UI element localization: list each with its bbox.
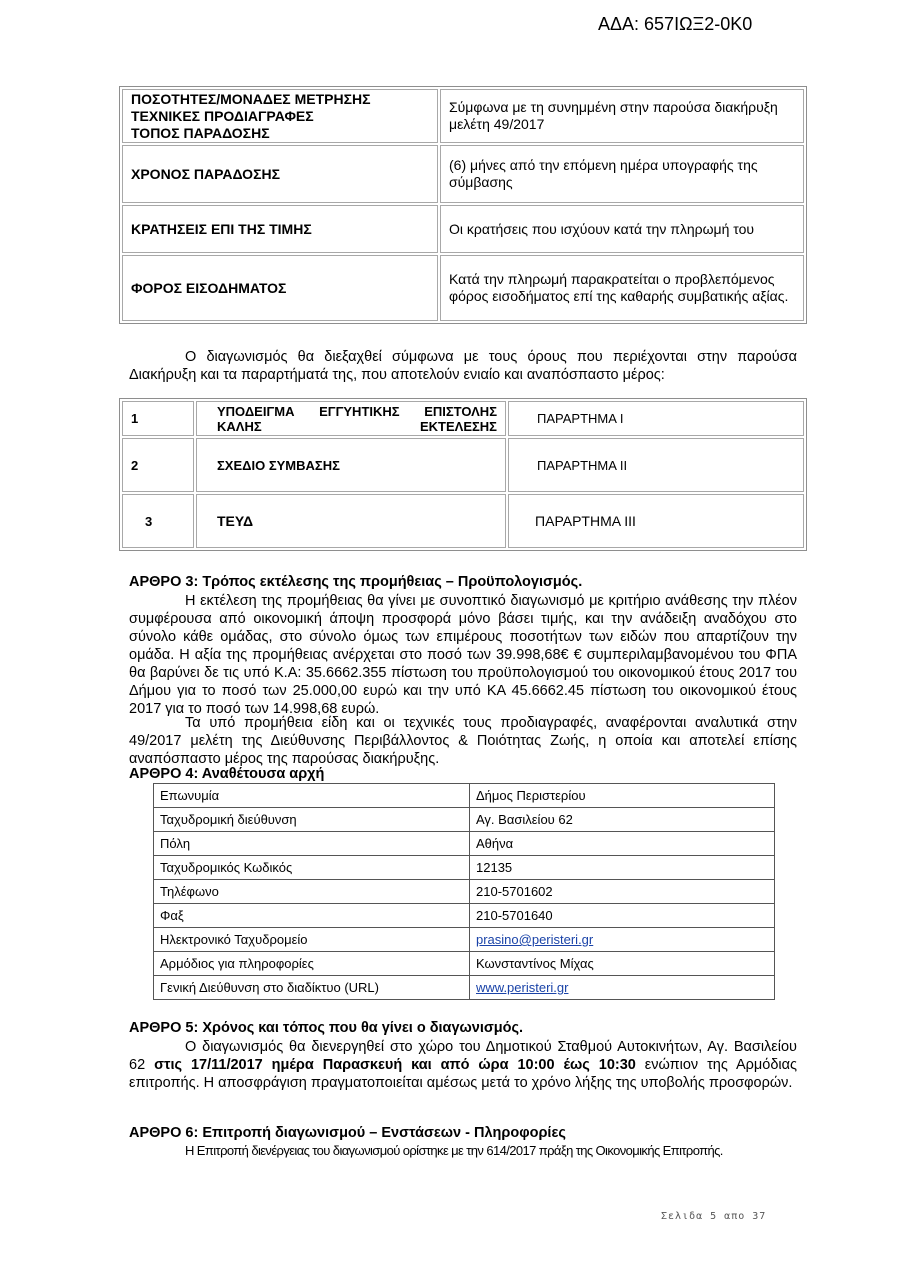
authority-label: Τηλέφωνο bbox=[154, 880, 470, 904]
annex-label: ΠΑΡΑΡΤΗΜΑ ΙΙΙ bbox=[508, 494, 804, 548]
annex-number: 1 bbox=[122, 401, 194, 436]
annex-row bbox=[122, 494, 804, 548]
spec-value: Κατά την πληρωμή παρακρατείται ο προβλεπόμενος φόρος εισοδήματος επί της καθαρής συμβατικής αξίας. bbox=[440, 255, 804, 321]
spec-row bbox=[122, 89, 804, 143]
spec-key: ΚΡΑΤΗΣΕΙΣ ΕΠΙ ΤΗΣ ΤΙΜΗΣ bbox=[122, 205, 438, 253]
spec-key: ΠΟΣΟΤΗΤΕΣ/ΜΟΝΑΔΕΣ ΜΕΤΡΗΣΗΣ ΤΕΧΝΙΚΕΣ ΠΡΟΔΙΑΓΡΑΦΕΣ ΤΟΠΟΣ ΠΑΡΑΔΟΣΗΣ bbox=[122, 89, 438, 143]
spec-value: Οι κρατήσεις που ισχύουν κατά την πληρωμή του bbox=[440, 205, 804, 253]
annex-number: 3 bbox=[122, 494, 194, 548]
spec-row bbox=[122, 145, 804, 203]
spec-table bbox=[119, 86, 807, 324]
website-link[interactable]: www.peristeri.gr bbox=[476, 980, 569, 995]
article3-title: ΑΡΘΡΟ 3: Τρόπος εκτέλεσης της προμήθειας – Προϋπολογισμός. bbox=[129, 574, 583, 590]
email-link[interactable]: prasino@peristeri.gr bbox=[476, 932, 594, 947]
table-row bbox=[154, 808, 775, 832]
authority-value: Κωνσταντίνος Μίχας bbox=[470, 952, 775, 976]
authority-label: Ταχυδρομική διεύθυνση bbox=[154, 808, 470, 832]
authority-value: 210-5701602 bbox=[470, 880, 775, 904]
article6-paragraph: Η Επιτροπή διενέργειας του διαγωνισμού ορίστηκε με την 614/2017 πράξη της Οικονομικής Επιτροπής. bbox=[185, 1143, 723, 1158]
authority-value: Αγ. Βασιλείου 62 bbox=[470, 808, 775, 832]
authority-value bbox=[470, 976, 775, 1000]
table-row bbox=[154, 856, 775, 880]
authority-label: Επωνυμία bbox=[154, 784, 470, 808]
article4-title: ΑΡΘΡΟ 4: Αναθέτουσα αρχή bbox=[129, 766, 325, 782]
intro-paragraph: Ο διαγωνισμός θα διεξαχθεί σύμφωνα με τους όρους που περιέχονται στην παρούσα Διακήρυξη και τα παραρτήματά της, που αποτελούν ενιαίο και αναπόσπαστο μέρος: bbox=[129, 349, 797, 383]
table-row bbox=[154, 880, 775, 904]
table-row bbox=[154, 784, 775, 808]
authority-value: Δήμος Περιστερίου bbox=[470, 784, 775, 808]
annex-row bbox=[122, 438, 804, 492]
authority-label: Πόλη bbox=[154, 832, 470, 856]
authority-value bbox=[470, 928, 775, 952]
table-row bbox=[154, 832, 775, 856]
table-row bbox=[154, 904, 775, 928]
authority-label: Ταχυδρομικός Κωδικός bbox=[154, 856, 470, 880]
annex-document: ΣΧΕΔΙΟ ΣΥΜΒΑΣΗΣ bbox=[196, 438, 506, 492]
annex-label: ΠΑΡΑΡΤΗΜΑ Ι bbox=[508, 401, 804, 436]
authority-label: Ηλεκτρονικό Ταχυδρομείο bbox=[154, 928, 470, 952]
date-time-emphasis: στις 17/11/2017 ημέρα Παρασκευή και από ώρα 10:00 έως 10:30 bbox=[154, 1057, 636, 1073]
article5-paragraph: Ο διαγωνισμός θα διενεργηθεί στο χώρο του Δημοτικού Σταθμού Αυτοκινήτων, Αγ. Βασιλείου 62 στις 17/11/2017 ημέρα Παρασκευή και από ώρα 10:00 έως 10:30 ενώπιον της Αρμόδιας επιτροπής. Η αποσφράγιση πραγματοποιείται αμέσως μετά το χρόνο λήξης της υποβολής προσφορών. bbox=[129, 1039, 797, 1091]
annex-row bbox=[122, 401, 804, 436]
article3-paragraph: Τα υπό προμήθεια είδη και οι τεχνικές τους προδιαγραφές, αναφέρονται αναλυτικά στην 49/2017 μελέτη της Διεύθυνσης Περιβάλλοντος & Ποιότητας Ζωής, η οποία και αποτελεί επίσης αναπόσπαστο μέρος της παρούσας διακήρυξης. bbox=[129, 715, 797, 767]
authority-label: Αρμόδιος για πληροφορίες bbox=[154, 952, 470, 976]
table-row bbox=[154, 928, 775, 952]
annex-label: ΠΑΡΑΡΤΗΜΑ ΙΙ bbox=[508, 438, 804, 492]
authority-label: Γενική Διεύθυνση στο διαδίκτυο (URL) bbox=[154, 976, 470, 1000]
authority-table bbox=[153, 783, 775, 1000]
article5-title: ΑΡΘΡΟ 5: Χρόνος και τόπος που θα γίνει ο διαγωνισμός. bbox=[129, 1020, 524, 1036]
ada-code: ΑΔΑ: 657ΙΩΞ2-0Κ0 bbox=[598, 14, 753, 34]
annex-number: 2 bbox=[122, 438, 194, 492]
authority-value: 12135 bbox=[470, 856, 775, 880]
spec-row bbox=[122, 255, 804, 321]
annex-document: ΤΕΥΔ bbox=[196, 494, 506, 548]
table-row bbox=[154, 976, 775, 1000]
spec-key: ΧΡΟΝΟΣ ΠΑΡΑΔΟΣΗΣ bbox=[122, 145, 438, 203]
annex-table bbox=[119, 398, 807, 551]
table-row bbox=[154, 952, 775, 976]
article6-title: ΑΡΘΡΟ 6: Επιτροπή διαγωνισμού – Ενστάσεων - Πληροφορίες bbox=[129, 1125, 566, 1141]
spec-value: (6) μήνες από την επόμενη ημέρα υπογραφής της σύμβασης bbox=[440, 145, 804, 203]
authority-value: 210-5701640 bbox=[470, 904, 775, 928]
authority-value: Αθήνα bbox=[470, 832, 775, 856]
annex-document: ΥΠΟΔΕΙΓΜΑ ΕΓΓΥΗΤΙΚΗΣ ΕΠΙΣΤΟΛΗΣ ΚΑΛΗΣ ΕΚΤΕΛΕΣΗΣ bbox=[196, 401, 506, 436]
authority-label: Φαξ bbox=[154, 904, 470, 928]
spec-value: Σύμφωνα με τη συνημμένη στην παρούσα διακήρυξη μελέτη 49/2017 bbox=[440, 89, 804, 143]
spec-row bbox=[122, 205, 804, 253]
article3-paragraph: Η εκτέλεση της προμήθειας θα γίνει με συνοπτικό διαγωνισμό με κριτήριο ανάθεσης την πλέον συμφέρουσα από οικονομική άποψη προσφορά μόνο βάσει τιμής, και την ανάδειξη αναδόχου στο σύνολο κάθε ομάδας, στο σύνολο όμως των επιμέρους ποσοτήτων των ειδών που απαρτίζουν την ομάδα. Η αξία της προμήθειας ανέρχεται στο ποσό των 39.998,68€ € συμπεριλαμβανομένου του ΦΠΑ θα βαρύνει δε τις υπό Κ.Α: 35.6662.355 πίστωση του προϋπολογισμού του οικονομικού έτους 2017 του Δήμου για το ποσό των 25.000,00 ευρώ και την υπό ΚΑ 45.6662.45 πίστωση του οικονομικού έτους 2017 για το ποσό των 14.998,68 ευρώ. bbox=[129, 593, 797, 717]
spec-key: ΦΟΡΟΣ ΕΙΣΟΔΗΜΑΤΟΣ bbox=[122, 255, 438, 321]
page-number: Σελιδα 5 απο 37 bbox=[661, 1211, 767, 1222]
